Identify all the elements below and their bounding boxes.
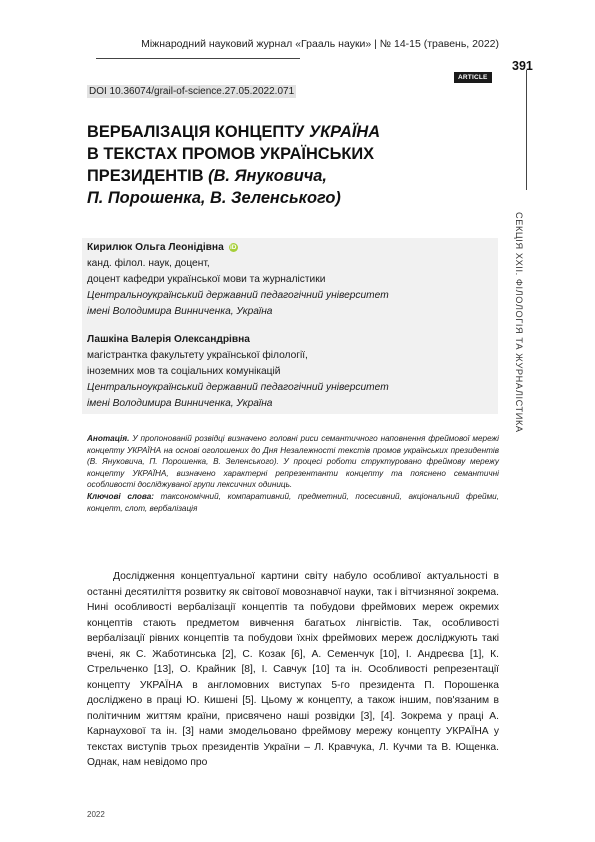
keywords-paragraph [87,491,499,514]
abstract-label: Анотація. [87,434,130,443]
title-line1-a: ВЕРБАЛІЗАЦІЯ КОНЦЕПТУ [87,123,309,141]
author-2-affiliation-2: імені Володимира Винниченка, Україна [87,398,273,409]
article-title [87,121,477,209]
body-text [87,569,499,771]
author-1-affiliation-2: імені Володимира Винниченка, Україна [87,306,273,317]
keywords-text: таксономічний, компаративний, предметний, посесивний, акціональний фрейми, концепт, слот, вербалізація [87,491,500,513]
title-line2: В ТЕКСТАХ ПРОМОВ УКРАЇНСЬКИХ [87,145,375,163]
keywords-label: Ключові слова: [87,491,154,501]
author-1-affiliation-1: Центральноукраїнський державний педагогічний університет [87,290,389,301]
section-text: СЕКЦІЯ XXII. ФІЛОЛОГІЯ ТА ЖУРНАЛІСТИКА [514,212,524,433]
author-2-position-1: магістрантка факультету української філології, [87,350,308,361]
footer-year: 2022 [87,810,105,819]
title-line1-b: УКРАЇНА [308,123,381,141]
author-1-degree: канд. філол. наук, доцент, [87,258,210,269]
author-2-position-2: іноземних мов та соціальних комунікацій [87,366,281,377]
abstract [87,433,499,514]
orcid-icon[interactable]: iD [229,244,237,251]
author-2-affiliation-1: Центральноукраїнський державний педагогічний університет [87,382,389,393]
journal-header: Міжнародний науковий журнал «Грааль науки» | № 14-15 (травень, 2022) [141,38,499,50]
article-badge: ARTICLE [454,72,492,83]
authors-block [82,238,498,414]
header-divider [96,58,300,59]
side-divider [526,70,527,190]
abstract-paragraph [87,433,499,491]
title-line3-a: ПРЕЗИДЕНТІВ [87,167,209,185]
author-1-position: доцент кафедри української мови та журналістики [87,274,326,285]
author-1-name: Кирилюк Ольга Леонідівна iD [87,242,237,253]
body-paragraph: Дослідження концептуальної картини світу набуло особливої актуальності в останні десятиліття розвитку як світової мовознавчої науки, так і вітчизняної зокрема. Нині особливості вербалізації концептів та побудови фреймових мереж окремих концептів стають предметом вивчення багатьох лінгвістів. Так, особливості вербалізації рівних концептів та побудови їхніх фреймових мереж досліджують такі вчені, як С. Жаботинська [2], С. Козак [6], А. Семенчук [10], І. Андреєва [1], К. Стрельченко [13], О. Крайник [8], І. Савчук [10] та ін. Особливості репрезентації концепту УКРАЇНА в англомовних виступах 5-го президента П. Порошенка досліджено в праці Ю. Кишені [5]. Цьому ж концепту, а також іншим, пов'язаним в політичним життям країни, присвячено наші розвідки [3], [4]. Зокрема у праці А. Карнаухової та ін. [3] нами змодельовано фреймову мережу концепту УКРАЇНА у текстах виступів трьох президентів України – Л. Кравчука, Л. Кучми та В. Ющенка. Однак, нам невідомо про [87,571,499,768]
doi-link[interactable]: DOI 10.36074/grail-of-science.27.05.2022.071 [89,86,295,97]
section-label [510,212,534,462]
page-number: 391 [512,59,533,73]
title-line4: П. Порошенка, В. Зеленського) [87,189,341,207]
title-line3-b: (В. Януковича, [208,167,327,185]
abstract-text: У пропонованій розвідці визначено головні риси семантичного наповнення фреймової мережі концепту УКРАЇНА на основі оголошених до Дня Незалежності текстів промов українських президентів (В. Януковича, П. Порошенка, В. Зеленського). У процесі роботи структуровано фреймову мережу концепту УКРАЇНА, визначено характерні репрезентанти концепту та пояснено семантичні особливості досліджуваної групи лексичних одиниць. [87,434,499,490]
author-2-name: Лашкіна Валерія Олександрівна [87,334,250,345]
